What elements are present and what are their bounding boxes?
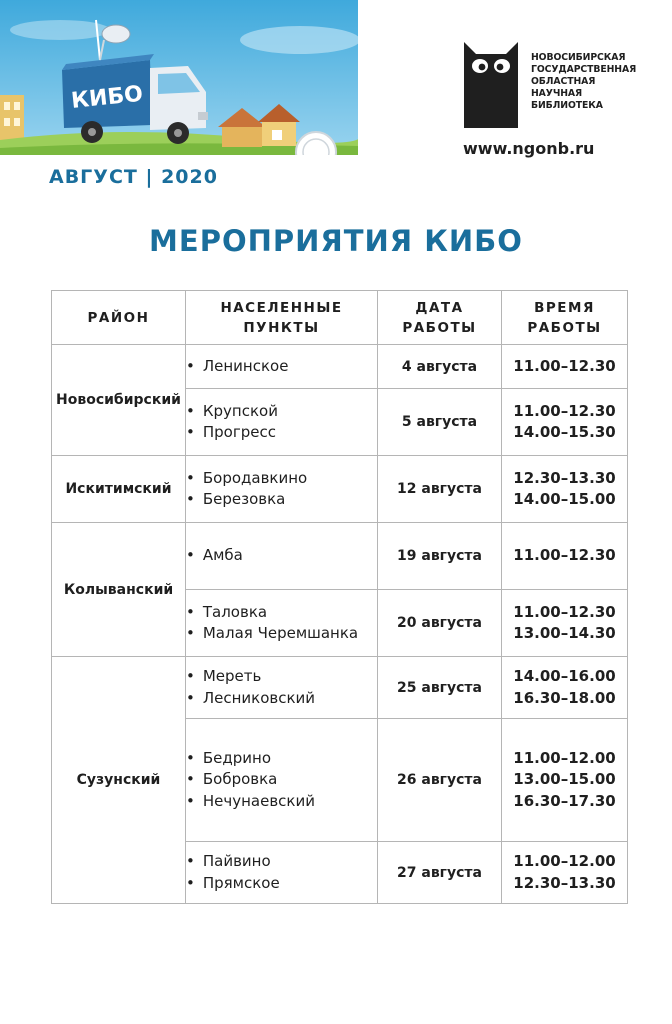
library-name-line: НОВОСИБИРСКАЯ [531,52,626,63]
places-cell [186,456,378,523]
places-cell [186,523,378,590]
schedule-body [52,345,628,904]
time-range: 11.00–12.30 [513,356,616,375]
website-link[interactable]: www.ngonb.ru [463,139,595,158]
place-item: • Амба [186,545,377,567]
column-header-places: НАСЕЛЕННЫЕ ПУНКТЫ [186,291,378,345]
district-cell: Колыванский [52,523,186,657]
places-cell [186,345,378,389]
month-label: АВГУСТ [49,166,138,188]
place-item: • Таловка [186,602,377,624]
library-name-line: БИБЛИОТЕКА [531,100,603,111]
place-item: • Березовка [186,489,377,511]
place-item: • Пайвино [186,851,377,873]
place-item: • Бородавкино [186,468,377,490]
place-item: • Лесниковский [186,688,377,710]
time-range: 11.00–12.00 [513,748,616,767]
date-cell: 12 августа [378,456,502,523]
place-item: • Мереть [186,666,377,688]
time-cell [502,657,628,719]
date-cell: 25 августа [378,657,502,719]
place-item: • Прямское [186,873,377,895]
time-range: 13.00–15.00 [513,770,616,789]
district-cell: Новосибирский [52,345,186,456]
owl-icon [462,42,520,128]
table-row [52,657,628,719]
time-range: 11.00–12.30 [513,546,616,565]
date-cell: 20 августа [378,590,502,657]
time-range: 16.30–17.30 [513,791,616,810]
month-year-label [49,166,218,188]
library-name-line: НАУЧНАЯ [531,88,583,99]
column-header-date: ДАТА РАБОТЫ [378,291,502,345]
column-header-district: РАЙОН [52,291,186,345]
time-range: 16.30–18.00 [513,688,616,707]
place-item: • Нечунаевский [186,791,377,813]
time-cell [502,456,628,523]
time-cell [502,389,628,456]
time-range: 11.00–12.30 [513,602,616,621]
time-cell [502,345,628,389]
library-name [531,52,651,112]
district-cell: Сузунский [52,657,186,904]
places-cell [186,590,378,657]
table-row [52,456,628,523]
time-range: 11.00–12.30 [513,401,616,420]
places-cell [186,719,378,842]
place-item: • Крупской [186,401,377,423]
places-cell [186,389,378,456]
place-item: • Ленинское [186,356,377,378]
column-header-time: ВРЕМЯ РАБОТЫ [502,291,628,345]
date-cell: 27 августа [378,842,502,904]
time-range: 12.30–13.30 [513,468,616,487]
table-row [52,345,628,389]
time-cell [502,719,628,842]
library-logo [462,42,652,132]
places-cell [186,657,378,719]
table-header-row [52,291,628,345]
time-range: 14.00–16.00 [513,667,616,685]
time-range: 14.00–15.30 [513,423,616,441]
date-cell: 19 августа [378,523,502,590]
truck-kibo-label: КИБО [70,81,145,114]
district-cell: Искитимский [52,456,186,523]
page-title: МЕРОПРИЯТИЯ КИБО [149,224,523,258]
time-range: 13.00–14.30 [513,624,616,642]
time-range: 12.30–13.30 [513,873,616,892]
table-row [52,523,628,590]
library-name-line: ГОСУДАРСТВЕННАЯ [531,64,637,75]
date-cell: 5 августа [378,389,502,456]
date-cell: 4 августа [378,345,502,389]
year-label: 2020 [161,166,218,188]
header-banner [0,0,358,155]
time-cell [502,523,628,590]
places-cell [186,842,378,904]
time-cell [502,842,628,904]
schedule-table [51,290,628,904]
library-name-line: ОБЛАСТНАЯ [531,76,596,87]
time-range: 14.00–15.00 [513,490,616,508]
place-item: • Бобровка [186,769,377,791]
time-range: 11.00–12.00 [513,852,616,870]
place-item: • Прогресс [186,422,377,444]
place-item: • Малая Черемшанка [186,623,377,645]
date-cell: 26 августа [378,719,502,842]
kibo-truck-illustration [0,0,358,155]
time-cell [502,590,628,657]
place-item: • Бедрино [186,748,377,770]
separator: | [145,166,154,188]
